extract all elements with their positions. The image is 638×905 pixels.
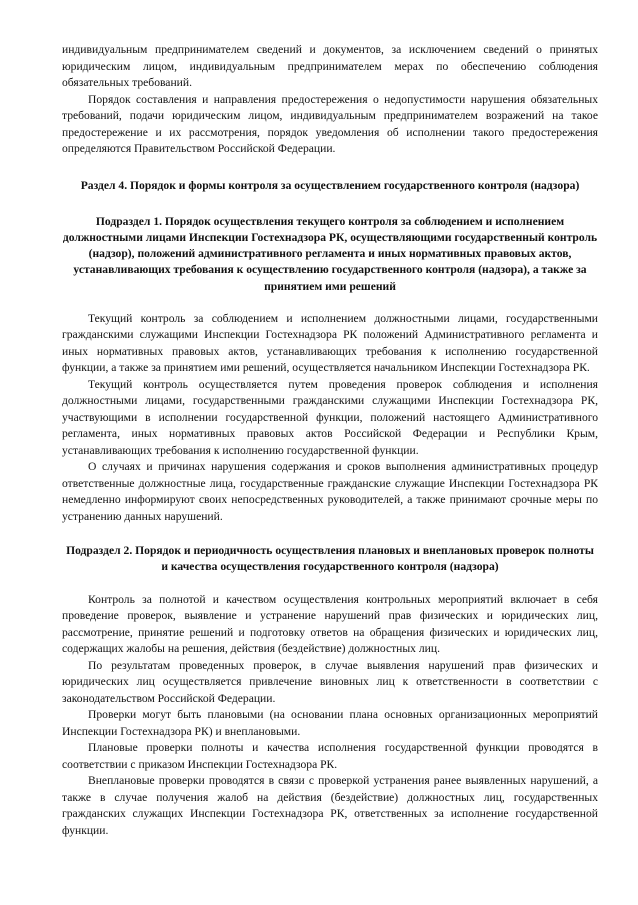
paragraph: Текущий контроль осуществляется путем проведения проверок соблюдения и исполнения должностными лицами, государственными гражданскими служащими Инспекции Гостехнадзора РК, участвующими в исполнении государственной функции, положений настоящего Административного регламента, иных нормативных правовых актов Российской Федерации и Республики Крым, устанавливающих требования к исполнению государственной функции. xyxy=(62,377,598,457)
paragraph: Проверки могут быть плановыми (на основании плана основных организационных мероприятий Инспекции Гостехнадзора РК) и внеплановыми. xyxy=(62,708,598,738)
paragraph: О случаях и причинах нарушения содержания и сроков выполнения административных процедур ответственные должностные лица, государственные гражданские служащие Инспекции Гостехнадзора РК немедленно информируют своих непосредственных руководителей, а также принимают срочные меры по устранению данных нарушений. xyxy=(62,460,598,523)
paragraph-continuation: индивидуальным предпринимателем сведений и документов, за исключением сведений о принятых юридическим лицом, индивидуальным предпринимателем мерах по обеспечению соблюдения обязательных требований. xyxy=(62,43,598,89)
paragraph: Порядок составления и направления предостережения о недопустимости нарушения обязательных требований, подачи юридическим лицом, индивидуальным предпринимателем возражений на такое предостережение и их рассмотрения, порядок уведомления об исполнении такого предостережения определяются Правительством Российской Федерации. xyxy=(62,92,598,155)
paragraph: Текущий контроль за соблюдением и исполнением должностными лицами, государственными гражданскими служащими Инспекции Гостехнадзора РК положений Административного регламента и иных нормативных правовых актов, устанавливающих требования к исполнению государственной функции, а также за принятием ими решений, осуществляется начальником Инспекции Гостехнадзора РК. xyxy=(62,311,598,375)
subsection-2-heading: Подраздел 2. Порядок и периодичность осуществления плановых и внеплановых проверок полноты и качества осуществления государственного контроля (надзора) xyxy=(66,544,594,574)
paragraph: Плановые проверки полноты и качества исполнения государственной функции проводятся в соответствии с приказом Инспекции Гостехнадзора РК. xyxy=(62,741,598,771)
paragraph: По результатам проведенных проверок, в случае выявления нарушений прав физических и юридических лиц осуществляется привлечение виновных лиц к ответственности в соответствии с законодательством Российской Федерации. xyxy=(62,658,598,705)
subsection-1-heading: Подраздел 1. Порядок осуществления текущего контроля за соблюдением и исполнением должностными лицами Инспекции Гостехнадзора РК, осуществляющими государственный контроль (надзор), положений административного регламента и иных нормативных правовых актов, устанавливающих требования к осуществлению государственного контроля (надзора), а также за принятием ими решений xyxy=(62,214,598,293)
section-4-heading: Раздел 4. Порядок и формы контроля за осуществлением государственного контроля (надзора) xyxy=(80,178,580,192)
paragraph: Контроль за полнотой и качеством осуществления контрольных мероприятий включает в себя проведение проверок, выявление и устранение нарушений прав физических и юридических лиц, рассмотрение, принятие решений и подготовку ответов на обращения физических и юридических лиц, содержащих жалобы на решения, действия (бездействие) должностных лиц. xyxy=(62,592,598,656)
paragraph: Внеплановые проверки проводятся в связи с проверкой устранения ранее выявленных нарушений, а также в случае получения жалоб на действия (бездействие) должностных лиц, государственных гражданских служащих Инспекции Гостехнадзора РК, ответственных за исполнение государственной функции. xyxy=(62,774,598,837)
document-body xyxy=(62,42,598,839)
